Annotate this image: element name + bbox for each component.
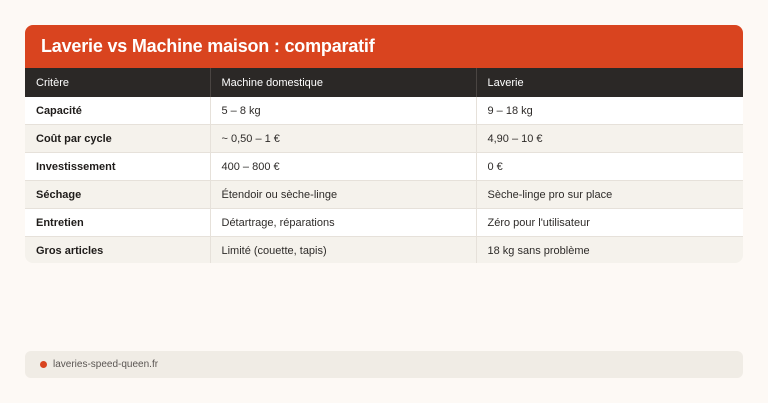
table-header-row xyxy=(25,68,743,97)
row-label: Entretien xyxy=(25,209,210,237)
table-row xyxy=(25,237,743,263)
column-header-home-machine: Machine domestique xyxy=(210,68,476,97)
table-row xyxy=(25,125,743,153)
home-machine-cell: Détartrage, réparations xyxy=(210,209,476,237)
row-label: Investissement xyxy=(25,153,210,181)
table-row xyxy=(25,181,743,209)
bullet-dot-icon xyxy=(40,361,47,368)
row-label: Coût par cycle xyxy=(25,125,210,153)
home-machine-cell: Limité (couette, tapis) xyxy=(210,237,476,263)
laundromat-cell: 0 € xyxy=(476,153,743,181)
home-machine-cell: 400 – 800 € xyxy=(210,153,476,181)
row-label: Séchage xyxy=(25,181,210,209)
page-title: Laverie vs Machine maison : comparatif xyxy=(41,36,375,56)
comparison-card xyxy=(25,25,743,263)
laundromat-cell: 9 – 18 kg xyxy=(476,97,743,125)
table-row xyxy=(25,209,743,237)
home-machine-cell: Étendoir ou sèche-linge xyxy=(210,181,476,209)
table-row xyxy=(25,97,743,125)
footer xyxy=(25,351,743,378)
home-machine-cell: 5 – 8 kg xyxy=(210,97,476,125)
laundromat-cell: 4,90 – 10 € xyxy=(476,125,743,153)
laundromat-cell: Zéro pour l'utilisateur xyxy=(476,209,743,237)
row-label: Gros articles xyxy=(25,237,210,263)
site-url[interactable]: laveries-speed-queen.fr xyxy=(53,359,159,370)
laundromat-cell: Sèche-linge pro sur place xyxy=(476,181,743,209)
title-bar xyxy=(25,25,743,68)
comparison-table xyxy=(25,68,743,263)
row-label: Capacité xyxy=(25,97,210,125)
column-header-criterion: Critère xyxy=(25,68,210,97)
table-row xyxy=(25,153,743,181)
laundromat-cell: 18 kg sans problème xyxy=(476,237,743,263)
home-machine-cell: ~ 0,50 – 1 € xyxy=(210,125,476,153)
column-header-laundromat: Laverie xyxy=(487,76,524,89)
